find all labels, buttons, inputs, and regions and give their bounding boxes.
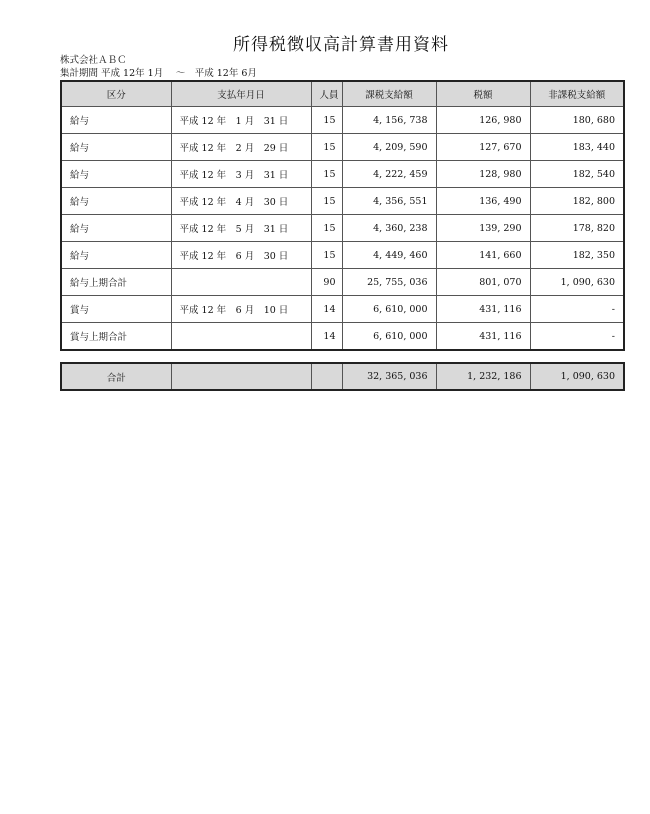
row-category: 給与 <box>61 188 171 215</box>
row-tax-amount: 801, 070 <box>436 269 530 296</box>
row-category: 給与 <box>61 215 171 242</box>
row-headcount: 15 <box>311 161 342 188</box>
table-row <box>61 215 624 242</box>
row-tax-amount: 127, 670 <box>436 134 530 161</box>
row-category: 給与 <box>61 242 171 269</box>
row-headcount: 15 <box>311 107 342 134</box>
table-row <box>61 242 624 269</box>
header-tax-amount: 税額 <box>436 81 530 107</box>
header-nontaxable-payment: 非課税支給額 <box>530 81 624 107</box>
row-category: 賞与 <box>61 296 171 323</box>
row-tax-amount: 431, 116 <box>436 296 530 323</box>
header-taxable-payment: 課税支給額 <box>342 81 436 107</box>
row-tax-amount: 431, 116 <box>436 323 530 351</box>
row-tax-amount: 139, 290 <box>436 215 530 242</box>
row-payment-date <box>171 323 311 351</box>
row-taxable-payment: 4, 156, 738 <box>342 107 436 134</box>
row-nontaxable-payment: 178, 820 <box>530 215 624 242</box>
company-name: 株式会社ＡＢＣ <box>60 55 127 66</box>
row-category: 賞与上期合計 <box>61 323 171 351</box>
row-payment-date: 平成 12 年 5 月 31 日 <box>171 215 311 242</box>
row-nontaxable-payment: 182, 540 <box>530 161 624 188</box>
row-taxable-payment: 4, 222, 459 <box>342 161 436 188</box>
row-tax-amount: 128, 980 <box>436 161 530 188</box>
header-payment-date: 支払年月日 <box>171 81 311 107</box>
row-nontaxable-payment: 1, 090, 630 <box>530 269 624 296</box>
row-payment-date: 平成 12 年 6 月 30 日 <box>171 242 311 269</box>
row-nontaxable-payment: 180, 680 <box>530 107 624 134</box>
table-row <box>61 269 624 296</box>
total-tax-amount: 1, 232, 186 <box>436 363 530 390</box>
row-headcount: 15 <box>311 134 342 161</box>
withholding-tax-table <box>60 80 625 351</box>
row-headcount: 90 <box>311 269 342 296</box>
total-headcount <box>311 363 342 390</box>
total-date-cell <box>171 363 311 390</box>
row-payment-date <box>171 269 311 296</box>
row-taxable-payment: 4, 356, 551 <box>342 188 436 215</box>
row-category: 給与 <box>61 107 171 134</box>
table-row <box>61 323 624 351</box>
row-tax-amount: 126, 980 <box>436 107 530 134</box>
grand-total-table <box>60 362 625 391</box>
table-row <box>61 296 624 323</box>
total-taxable-payment: 32, 365, 036 <box>342 363 436 390</box>
row-category: 給与 <box>61 134 171 161</box>
row-taxable-payment: 4, 449, 460 <box>342 242 436 269</box>
row-tax-amount: 141, 660 <box>436 242 530 269</box>
table-row <box>61 161 624 188</box>
row-payment-date: 平成 12 年 6 月 10 日 <box>171 296 311 323</box>
row-taxable-payment: 6, 610, 000 <box>342 323 436 351</box>
row-payment-date: 平成 12 年 3 月 31 日 <box>171 161 311 188</box>
aggregation-period: 集計期間 平成 12年 1月 ～ 平成 12年 6月 <box>60 68 257 79</box>
row-nontaxable-payment: - <box>530 296 624 323</box>
document-title: 所得税徴収高計算書用資料 <box>233 35 449 55</box>
row-payment-date: 平成 12 年 4 月 30 日 <box>171 188 311 215</box>
table-row <box>61 188 624 215</box>
row-headcount: 15 <box>311 242 342 269</box>
row-nontaxable-payment: 182, 800 <box>530 188 624 215</box>
table-header-row <box>61 81 624 107</box>
row-headcount: 14 <box>311 323 342 351</box>
row-headcount: 14 <box>311 296 342 323</box>
header-category: 区分 <box>61 81 171 107</box>
header-headcount: 人員 <box>311 81 342 107</box>
row-nontaxable-payment: 183, 440 <box>530 134 624 161</box>
row-taxable-payment: 25, 755, 036 <box>342 269 436 296</box>
row-category: 給与 <box>61 161 171 188</box>
row-taxable-payment: 6, 610, 000 <box>342 296 436 323</box>
table-row <box>61 134 624 161</box>
row-nontaxable-payment: 182, 350 <box>530 242 624 269</box>
table-row <box>61 107 624 134</box>
row-headcount: 15 <box>311 215 342 242</box>
row-tax-amount: 136, 490 <box>436 188 530 215</box>
total-label: 合計 <box>61 363 171 390</box>
row-payment-date: 平成 12 年 2 月 29 日 <box>171 134 311 161</box>
grand-total-row <box>61 363 624 390</box>
row-headcount: 15 <box>311 188 342 215</box>
row-taxable-payment: 4, 360, 238 <box>342 215 436 242</box>
row-category: 給与上期合計 <box>61 269 171 296</box>
row-taxable-payment: 4, 209, 590 <box>342 134 436 161</box>
row-nontaxable-payment: - <box>530 323 624 351</box>
total-nontaxable-payment: 1, 090, 630 <box>530 363 624 390</box>
row-payment-date: 平成 12 年 1 月 31 日 <box>171 107 311 134</box>
